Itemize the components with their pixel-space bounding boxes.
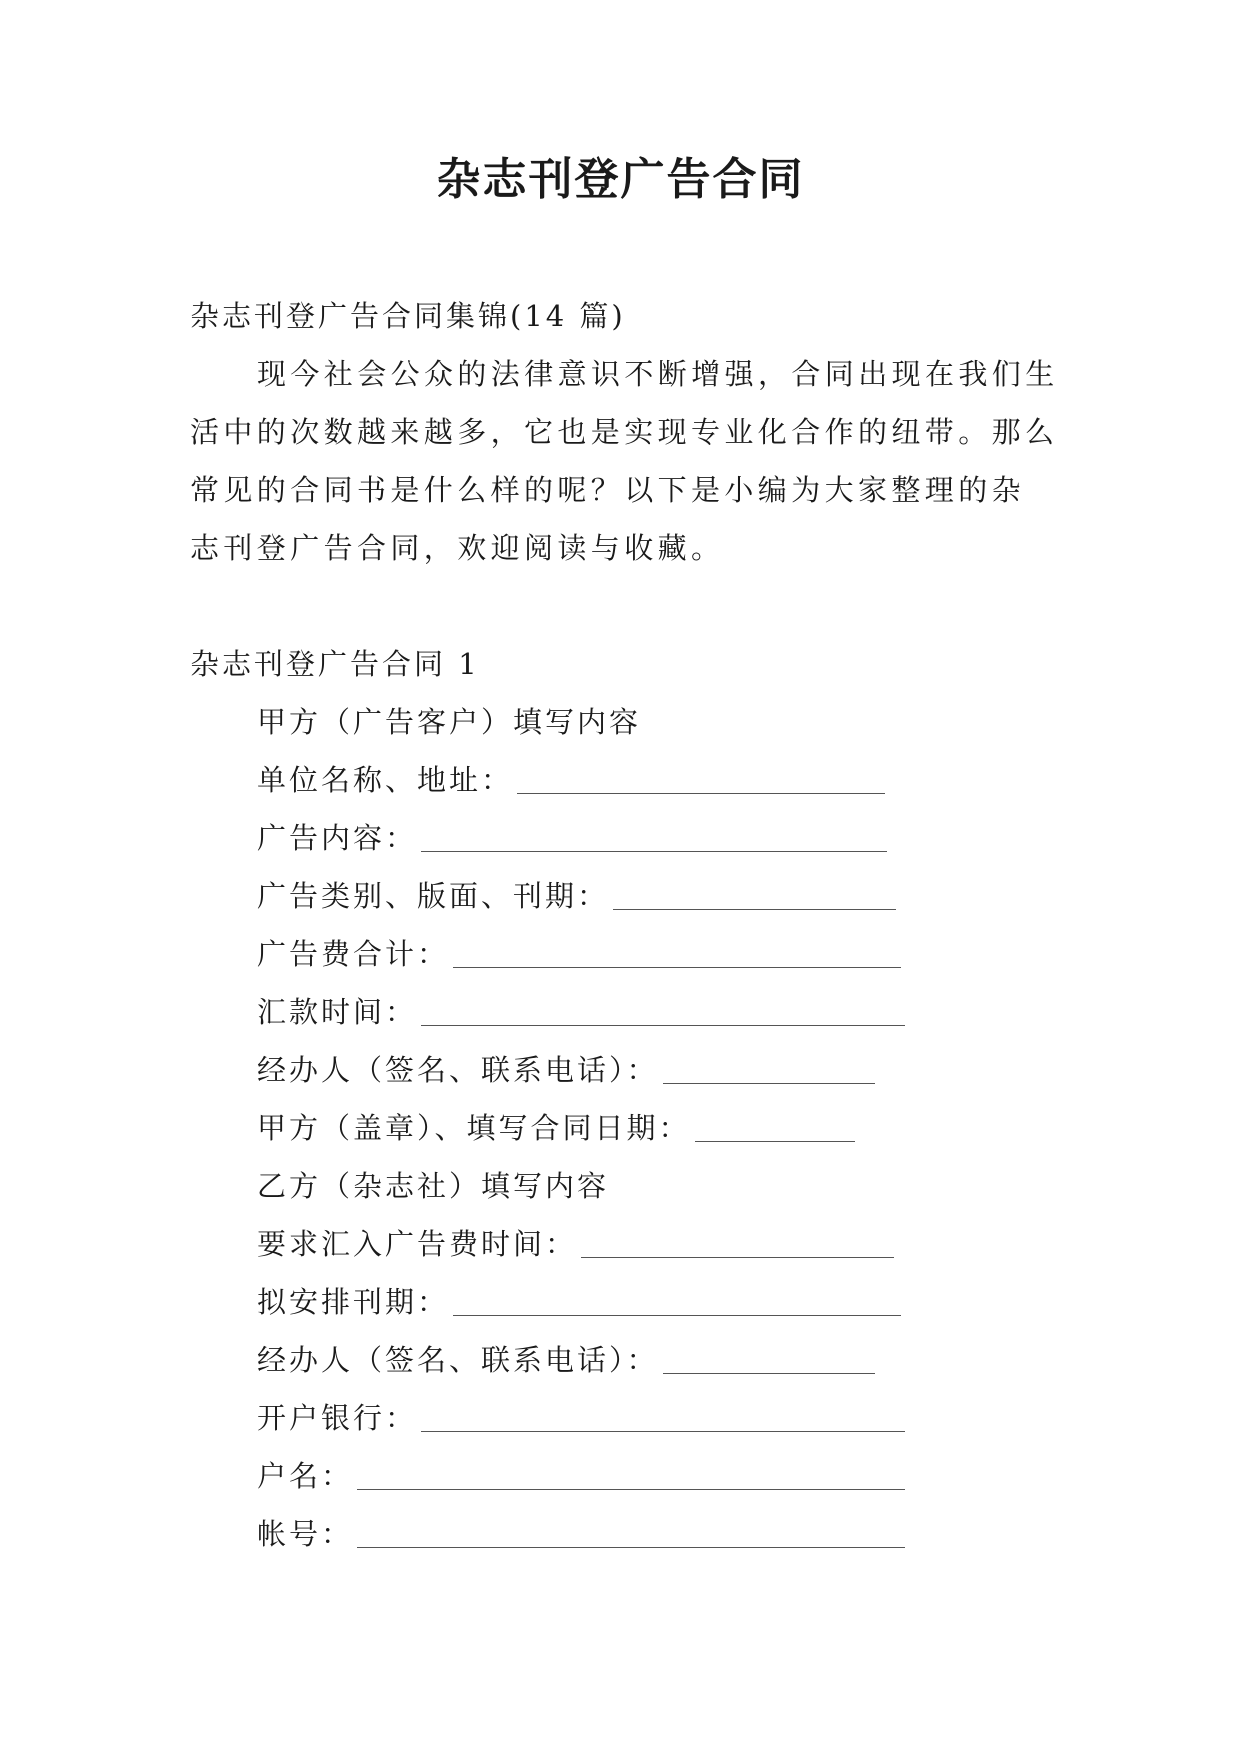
fill-blank[interactable] [695, 1140, 855, 1142]
party-a-field-remit-time [257, 992, 905, 1032]
intro-line-1: 现今社会公众的法律意识不断增强，合同出现在我们生 [257, 357, 1059, 391]
party-b-field-account-name [257, 1456, 905, 1496]
field-label: 汇款时间： [257, 995, 418, 1029]
party-b-field-issue [257, 1282, 901, 1322]
party-b-field-remit-deadline [257, 1224, 894, 1264]
fill-blank[interactable] [421, 850, 887, 852]
party-b-field-bank [257, 1398, 905, 1438]
party-b-field-agent [257, 1340, 875, 1380]
field-label: 开户银行： [257, 1401, 418, 1435]
fill-blank[interactable] [613, 908, 896, 910]
party-a-field-content [257, 818, 887, 858]
field-label: 广告费合计： [257, 937, 450, 971]
field-label: 广告内容： [257, 821, 418, 855]
field-label: 拟安排刊期： [257, 1285, 450, 1319]
intro-line-2: 活中的次数越来越多，它也是实现专业化合作的纽带。那么 [190, 415, 1059, 449]
field-label: 帐号： [257, 1517, 354, 1551]
fill-blank[interactable] [453, 966, 901, 968]
fill-blank[interactable] [357, 1488, 905, 1490]
field-label: 要求汇入广告费时间： [257, 1227, 578, 1261]
fill-blank[interactable] [663, 1082, 875, 1084]
fill-blank[interactable] [517, 792, 885, 794]
fill-blank[interactable] [421, 1430, 905, 1432]
field-label: 单位名称、地址： [257, 763, 514, 797]
collection-heading: 杂志刊登广告合同集锦(14 篇) [190, 299, 626, 333]
field-label: 甲方（盖章）、填写合同日期： [257, 1111, 691, 1145]
intro-line-4: 志刊登广告合同，欢迎阅读与收藏。 [190, 531, 725, 565]
party-b-heading: 乙方（杂志社）填写内容 [257, 1169, 610, 1203]
field-label: 经办人（签名、联系电话）： [257, 1053, 659, 1087]
fill-blank[interactable] [357, 1546, 905, 1548]
fill-blank[interactable] [581, 1256, 894, 1258]
party-a-field-company [257, 760, 885, 800]
party-a-field-agent [257, 1050, 875, 1090]
party-a-field-category [257, 876, 896, 916]
party-b-field-account-number [257, 1514, 905, 1554]
field-label: 经办人（签名、联系电话）： [257, 1343, 659, 1377]
party-a-heading: 甲方（广告客户）填写内容 [257, 705, 642, 739]
field-label: 广告类别、版面、刊期： [257, 879, 610, 913]
fill-blank[interactable] [663, 1372, 875, 1374]
fill-blank[interactable] [421, 1024, 905, 1026]
intro-line-3: 常见的合同书是什么样的呢？以下是小编为大家整理的杂 [190, 473, 1026, 507]
document-title: 杂志刊登广告合同 [436, 154, 805, 205]
section-heading: 杂志刊登广告合同 1 [190, 647, 480, 681]
fill-blank[interactable] [453, 1314, 901, 1316]
field-label: 户名： [257, 1459, 354, 1493]
party-a-field-seal-date [257, 1108, 855, 1148]
party-a-field-total-fee [257, 934, 901, 974]
